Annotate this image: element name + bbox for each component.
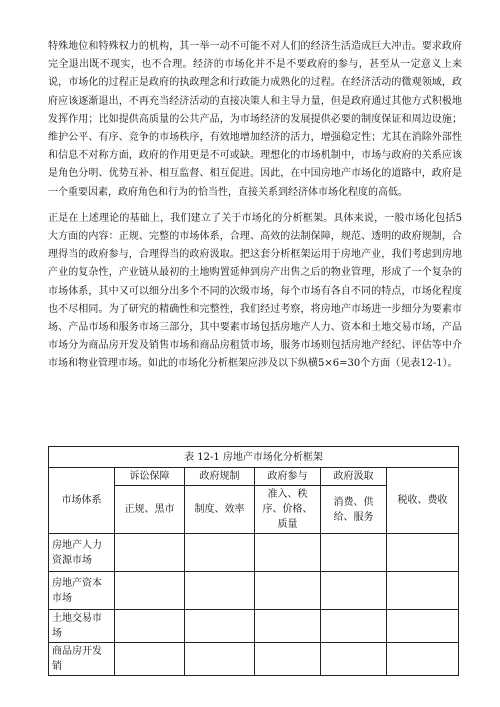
table-cell [115,534,185,572]
row-label: 房地产人力资源市场 [49,534,115,572]
table-caption: 表 12-1 房地产市场化分析框架 [49,447,459,468]
table-row [49,534,459,572]
framework-table [48,446,459,676]
group-header: 政府汲取 [321,468,387,486]
table-cell [255,610,321,643]
table-cell [321,643,387,676]
group-sub-header: 消费、供给、服务 [321,486,387,534]
table-cell [115,610,185,643]
paragraph-2: 正是在上述理论的基础上，我们建立了关于市场化的分析框架。具体来说，一般市场化包括5大方面的内容：正规、完整的市场体系，合理、高效的法制保障，规范、透明的政府规制，合理得当的政府参与，合理得当的政府汲取。把这套分析框架运用于房地产业，我们考虑到房地产业的复杂性，产业链从最初的土地购置延伸到房产出售之后的物业管理，形成了一个复杂的市场体系，其中又可以细分出多个不同的次级市场，每个市场有各自不同的特点，市场化程度也不尽相同。为了研究的精确性和完整性，我们经过考察，将房地产市场进一步细分为要素市场、产品市场和服务市场三部分，其中要素市场包括房地产人力、资本和土地交易市场，产品市场分为商品房开发及销售市场和商品房租赁市场，服务市场则包括房地产经纪、评估等中介市场和物业管理市场。如此的市场化分析框架应涉及以下纵横5×6=30个方面（见表12-1）。 [48,212,462,370]
table-cell [255,643,321,676]
row-label: 商品房开发销 [49,643,115,676]
group-sub-header: 准入、秩序、价格、质量 [255,486,321,534]
paragraph-1: 特殊地位和特殊权力的机构，其一举一动不可能不对人们的经济生活造成巨大冲击。要求政府完全退出既不现实，也不合理。经济的市场化并不是不要政府的参与，甚至从一定意义上来说，市场化的过程正是政府的执政理念和行政能力成熟化的过程。在经济活动的微观领域，政府应该逐渐退出，不再充当经济活动的直接决策人和主导力量，但是政府通过其他方式积极地发挥作用；比如提供高质量的公共产品，为市场经济的发展提供必要的制度保证和周边设施；维护公平、有序、竞争的市场秩序，有效地增加经济的活力，增强稳定性；尤其在消除外部性和信息不对称方面，政府的作用更是不可或缺。理想化的市场机制中，市场与政府的关系应该是角色分明、优势互补、相互监督、相互促进。因此，在中国房地产市场化的道路中，政府是一个重要因素，政府角色和行为的恰当性，直接关系到经济体市场化程度的高低。 [48,41,462,198]
table-cell [387,610,459,643]
table-cell [255,572,321,610]
table-row [49,572,459,610]
table-cell [185,610,255,643]
table-cell [255,534,321,572]
table-cell [115,643,185,676]
table-cell [387,534,459,572]
framework-table-container [48,446,458,676]
table-cell [185,643,255,676]
table-cell [387,643,459,676]
group-sub-header: 正规、黑市 [115,486,185,534]
group-header: 政府参与 [255,468,321,486]
group-header: 政府规制 [185,468,255,486]
group-sub-header: 制度、效率 [185,486,255,534]
document-body [48,38,462,382]
row-header-title: 市场体系 [49,468,115,534]
table-row [49,610,459,643]
group-header: 诉讼保障 [115,468,185,486]
row-label: 土地交易市场 [49,610,115,643]
table-row [49,643,459,676]
table-cell [115,572,185,610]
table-cell [321,572,387,610]
table-cell [321,610,387,643]
table-cell [185,572,255,610]
table-cell [387,572,459,610]
group-sub-header: 税收、费收 [387,468,459,534]
row-label: 房地产资本市场 [49,572,115,610]
table-cell [185,534,255,572]
table-cell [321,534,387,572]
